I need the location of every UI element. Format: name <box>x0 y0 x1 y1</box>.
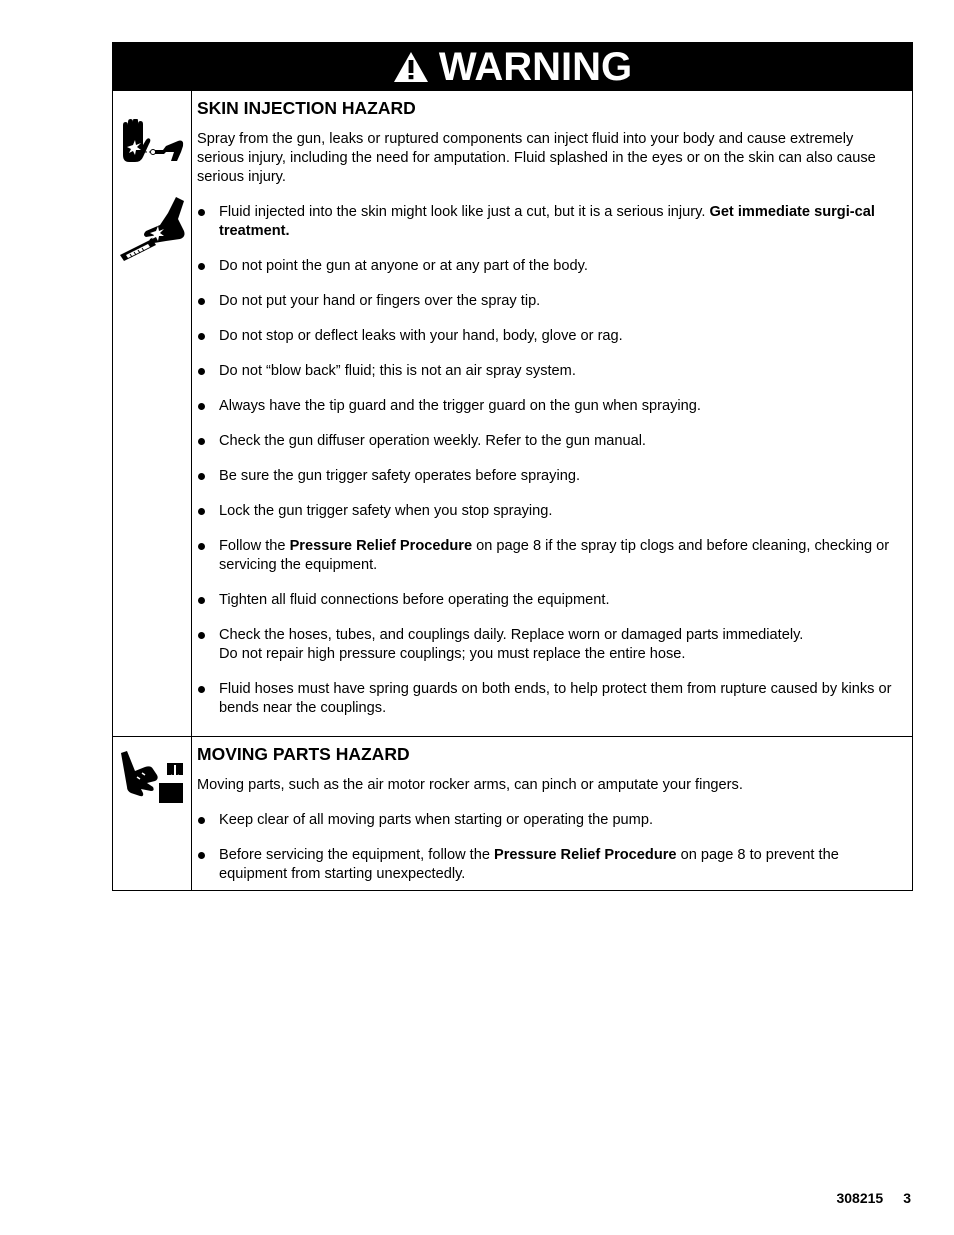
list-item: Lock the gun trigger safety when you stop spraying. <box>197 502 902 521</box>
warning-title: WARNING <box>438 45 633 89</box>
list-item: Be sure the gun trigger safety operates before spraying. <box>197 467 902 486</box>
skin-injection-list <box>197 203 902 718</box>
hand-spray-gun-icon <box>119 119 185 171</box>
warning-triangle-icon <box>393 51 429 83</box>
hand-injection-icon <box>118 195 188 261</box>
list-item: Fluid injected into the skin might look like just a cut, but it is a serious injury. Get immediate surgi-cal treatment. <box>197 203 902 241</box>
list-item: Follow the Pressure Relief Procedure on page 8 if the spray tip clogs and before cleaning, checking or servicing the equipment. <box>197 537 902 575</box>
list-item: Keep clear of all moving parts when starting or operating the pump. <box>197 811 902 830</box>
skin-injection-title: SKIN INJECTION HAZARD <box>197 98 416 118</box>
list-item: Fluid hoses must have spring guards on both ends, to help protect them from rupture caused by kinks or bends near the couplings. <box>197 680 902 718</box>
document-number: 308215 <box>836 1190 884 1206</box>
skin-injection-intro: Spray from the gun, leaks or ruptured components can inject fluid into your body and cause extremely serious injury, including the need for amputation. Fluid splashed in the eyes or on the skin can also cause serious injury. <box>197 131 876 185</box>
moving-parts-title: MOVING PARTS HAZARD <box>197 744 410 764</box>
moving-parts-icons <box>113 737 192 890</box>
list-item: Check the gun diffuser operation weekly. Refer to the gun manual. <box>197 432 902 451</box>
moving-parts-list <box>197 811 902 884</box>
list-item: Tighten all fluid connections before operating the equipment. <box>197 591 902 610</box>
list-item: Do not put your hand or fingers over the spray tip. <box>197 292 902 311</box>
moving-parts-intro: Moving parts, such as the air motor rocker arms, can pinch or amputate your fingers. <box>197 777 743 793</box>
page-footer <box>836 1190 911 1206</box>
list-item: Do not stop or deflect leaks with your hand, body, glove or rag. <box>197 327 902 346</box>
page-number: 3 <box>903 1190 911 1206</box>
hand-pinch-icon <box>119 749 185 807</box>
list-item: Do not “blow back” fluid; this is not an air spray system. <box>197 362 902 381</box>
list-item: Before servicing the equipment, follow the Pressure Relief Procedure on page 8 to prevent the equipment from starting unexpectedly. <box>197 846 902 884</box>
list-item: Always have the tip guard and the trigger guard on the gun when spraying. <box>197 397 902 416</box>
list-item: Do not point the gun at anyone or at any part of the body. <box>197 257 902 276</box>
moving-parts-section <box>113 736 912 890</box>
list-item: Check the hoses, tubes, and couplings daily. Replace worn or damaged parts immediately. Do not repair high pressure couplings; you must replace the entire hose. <box>197 626 902 664</box>
skin-injection-section <box>113 91 912 736</box>
warning-banner <box>113 43 912 91</box>
skin-injection-icons <box>113 91 192 736</box>
warning-box <box>112 42 913 891</box>
